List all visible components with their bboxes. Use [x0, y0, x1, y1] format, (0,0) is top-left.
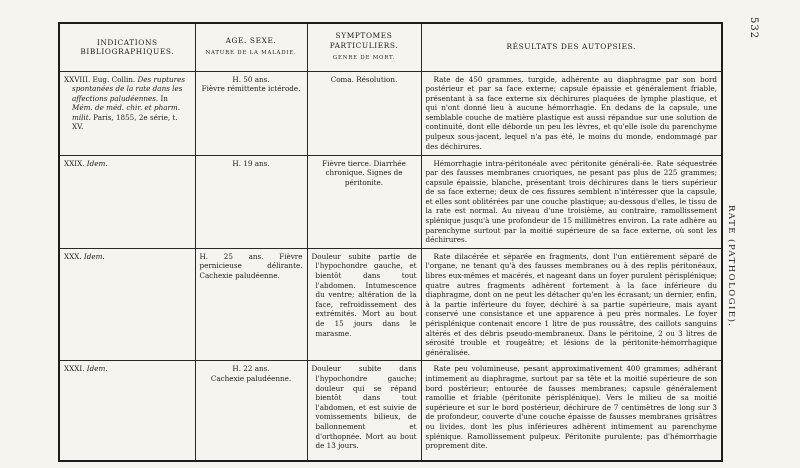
biblio-author: Eug. Collin.	[90, 74, 138, 84]
header-symptoms-sublabel: GENRE DE MORT.	[332, 54, 396, 61]
row-number: XXXI.	[64, 364, 85, 374]
header-symptoms	[307, 23, 421, 71]
age-sex: H. 25 ans.	[199, 251, 264, 261]
header-biblio	[59, 23, 195, 71]
biblio-edition: Paris, 1855, 2e série, t. XV.	[72, 112, 178, 132]
symptoms-cell	[307, 248, 421, 361]
biblio-title: Des ruptures spontanées de la rate dans les affections paludéennes.	[72, 74, 186, 103]
row-number: XXIX.	[64, 158, 85, 168]
header-age-sublabel: NATURE DE LA MALADIE.	[205, 49, 297, 56]
biblio-in: In	[158, 93, 168, 103]
biblio-cell	[59, 248, 195, 361]
header-autopsy	[421, 23, 722, 71]
autopsy-cell	[421, 155, 722, 248]
age-cell	[195, 155, 307, 248]
header-biblio-label: INDICATIONS BIBLIOGRAPHIQUES.	[80, 37, 175, 57]
symptoms: Coma. Résolution.	[330, 74, 398, 84]
autopsy-result: Hémorrhagie intra-péritonéale avec péritonite générali-ée. Rate séquestrée par des fausses membranes cruoriques, ne pesant pas plus de 225 grammes; capsule épaissie, blanche, présentant trois déchirures dans le tiers supérieur de sa face externe; deux de ces fissures semblent n'intéresser que la capsule, et elles sont oblitérées par une couche plastique; au-dessous d'elles, le tissu de la rate est normal. Au niveau d'une troisième, au contraire, ramollissement splénique jusqu'à une profondeur de 15 millimètres environ. La rate adhère au parenchyme surtout par la moitié supérieure de sa face externe, où sont les déchirures.	[425, 158, 717, 245]
header-row	[59, 23, 722, 71]
symptoms-cell	[307, 71, 421, 155]
table-row	[59, 248, 722, 361]
header-autopsy-label: RÉSULTATS DES AUTOPSIES.	[506, 42, 637, 52]
symptoms: Douleur subite partie de l'hypochondre gauche, et bientôt dans tout l'abdomen. Intumescence du ventre; altération de la face, refroidissement des extrémités. Mort au bout de 15 jours dans le marasme.	[311, 251, 417, 338]
age-sex: H. 19 ans.	[232, 158, 270, 168]
age-cell	[195, 361, 307, 461]
biblio-author: Idem.	[84, 158, 108, 168]
biblio-author: Idem.	[81, 251, 105, 261]
disease: Fièvre pernicieuse délirante. Cachexie paludéenne.	[199, 251, 303, 281]
disease: Fièvre rémittente ictérode.	[201, 84, 301, 94]
biblio-cell	[59, 155, 195, 248]
age-cell	[195, 71, 307, 155]
table-row	[59, 155, 722, 248]
autopsy-result: Rate de 450 grammes, turgide, adhérente au diaphragme par son bord postérieur et par sa face externe; capsule épaissie et généralement friable, présentant à sa face externe six déchirures plaquées de lymphe plastique, et qui n'ont donné lieu à aucune hémorrhagie. En dedans de la capsule, une semblable couche de matière plastique est aussi répandue sur une solution de continuité, dont elle déborde un peu les lèvres, et qu'elle isole du parenchyme pulpeux sous-jacent, lequel n'a pas été, le moins du monde, endommagé par des déchirures.	[425, 74, 717, 151]
row-number: XXX.	[64, 251, 82, 261]
table-row	[59, 71, 722, 155]
age-cell	[195, 248, 307, 361]
age-sex: H. 50 ans.	[232, 74, 270, 84]
biblio-cell	[59, 71, 195, 155]
autopsy-cell	[421, 248, 722, 361]
biblio-cell	[59, 361, 195, 461]
symptoms: Douleur subite dans l'hypochondre gauche; douleur qui se répand bientôt dans tout l'abdomen, et est suivie de vomissements bilieux, de ballonnement et d'orthopnée. Mort au bout de 13 jours.	[311, 364, 417, 451]
table-row	[59, 361, 722, 461]
row-number: XXVIII.	[64, 74, 91, 84]
symptoms-cell	[307, 155, 421, 248]
page-number	[748, 17, 759, 39]
autopsy-result: Rate peu volumineuse, pesant approximativement 400 grammes; adhérant intimement au diaphragme, surtout par sa tête et la moitié supérieure de son bord postérieur; entourée de fausses membranes; capsule généralement ramollie et friable (péritonite périsplénique). Vers le milieu de sa moitié supérieure et sur le bord postérieur, déchirure de 7 centimètres de long sur 3 de profondeur, couverte d'une couche épaisse de fausses membranes grisâtres ou livides, dont les plus inférieures adhèrent intimement au parenchyme splénique. Ramollissement pulpeux. Péritonite purulente; pas d'hémorrhagie proprement dite.	[425, 364, 717, 451]
page-number-text: 532	[748, 17, 759, 40]
header-symptoms-label: SYMPTOMES PARTICULIERS.	[329, 31, 399, 50]
autopsy-result: Rate dilacérée et séparée en fragments, dont l'un entièrement séparé de l'organe, ne tenant qu'à des fausses membranes ou à des replis péritonéaux, libres eux-mêmes et macérés, et nageant dans un foyer purulent périsplénique; quatre autres fragments adhèrent fortement à la face inférieure du diaphragme, dont on ne peut les détacher qu'en les écrasant; un dernier, enfin, à la partie inférieure du foyer, déchiré à sa partie supérieure, mais ayant conservé une consistance et une apparence à peu près normales. Le foyer périsplénique contenait encore 1 litre de pus roussâtre, des caillots sanguins altérés et des débris pseudo-membraneux. Dans le péritoine, 2 ou 3 litres de sérosité trouble et rougeâtre; et lésions de la péritonite-hémorrhagique généralisée.	[425, 251, 717, 357]
age-sex: H. 22 ans.	[232, 364, 270, 374]
side-title-text: RATE (PATHOLOGIE).	[726, 205, 736, 328]
biblio-author: Idem.	[84, 364, 108, 374]
disease: Cachexie paludéenne.	[210, 373, 292, 383]
autopsy-cell	[421, 71, 722, 155]
header-age	[195, 23, 307, 71]
autopsy-cell	[421, 361, 722, 461]
header-age-label: AGE. SEXE.	[225, 36, 277, 46]
symptoms: Fièvre tierce. Diarrhée chronique. Signes de péritonite.	[322, 158, 406, 187]
biblio-journal: Mém. de méd. chir. et pharm. milit.	[72, 103, 181, 122]
autopsy-table	[58, 22, 723, 462]
symptoms-cell	[307, 361, 421, 461]
